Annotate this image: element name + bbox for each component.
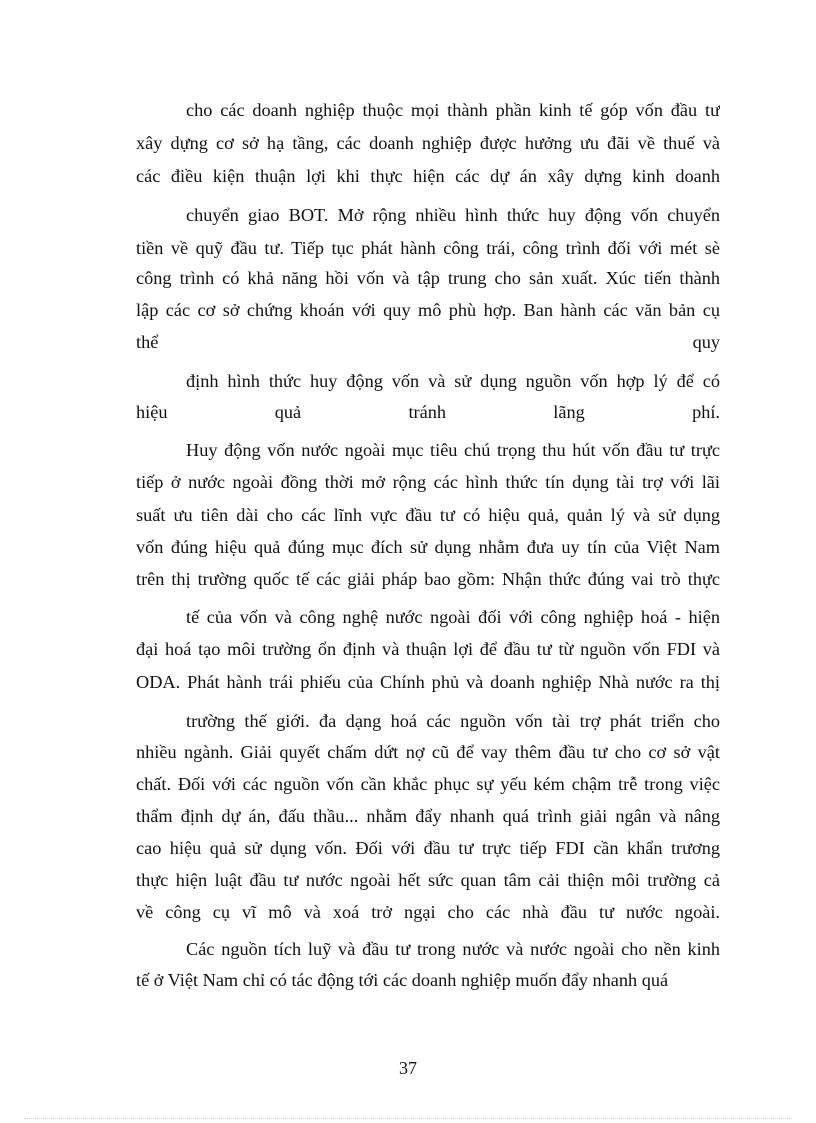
text-line: công trình có khả năng hồi vốn và tập trung cho sản xuất. Xúc tiến thành <box>136 268 720 288</box>
page-number: 37 <box>399 1058 417 1078</box>
text-line: đại hoá tạo môi trường ổn định và thuận lợi để đầu tư từ nguồn vốn FDI và <box>136 639 720 659</box>
text-line: cho các doanh nghiệp thuộc mọi thành phần kinh tế góp vốn đầu tư <box>186 100 720 120</box>
text-line: suất ưu tiên dài cho các lĩnh vực đầu tư có hiệu quả, quản lý và sử dụng <box>136 505 720 525</box>
text-line: tế ở Việt Nam chỉ có tác động tới các doanh nghiệp muốn đẩy nhanh quá <box>136 970 669 990</box>
text-line: trên thị trường quốc tế các giải pháp bao gồm: Nhận thức đúng vai trò thực <box>136 569 720 589</box>
text-line: thực hiện luật đầu tư nước ngoài hết sức quan tâm cải thiện môi trường cả <box>136 870 720 890</box>
text-line: ODA. Phát hành trái phiếu của Chính phủ và doanh nghiệp Nhà nước ra thị <box>136 672 720 692</box>
text-line: tiếp ở nước ngoài đồng thời mở rộng các hình thức tín dụng tài trợ với lãi <box>136 472 720 492</box>
text-line: chất. Đối với các nguồn vốn cần khắc phục sự yếu kém chậm trễ trong việc <box>136 774 720 794</box>
text-line: chuyển giao BOT. Mở rộng nhiều hình thức huy động vốn chuyển <box>186 205 720 225</box>
text-line: Huy động vốn nước ngoài mục tiêu chú trọng thu hút vốn đầu tư trực <box>186 440 720 460</box>
text-line: tế của vốn và công nghệ nước ngoài đối với công nghiệp hoá - hiện <box>186 607 720 627</box>
text-line: vốn đúng hiệu quả đúng mục đích sử dụng nhằm đưa uy tín của Việt Nam <box>136 537 720 557</box>
text-line: nhiều ngành. Giải quyết chấm dứt nợ cũ để vay thêm đầu tư cho cơ sở vật <box>136 742 720 762</box>
text-line: thể quy <box>136 332 720 352</box>
text-line: tiền về quỹ đầu tư. Tiếp tục phát hành công trái, công trình đối với mét sè <box>136 238 720 258</box>
text-line: cao hiệu quả sử dụng vốn. Đối với đầu tư trực tiếp FDI cần khẩn trương <box>136 838 720 858</box>
text-line: trường thế giới. đa dạng hoá các nguồn vốn tài trợ phát triển cho <box>186 711 720 731</box>
text-line: Các nguồn tích luỹ và đầu tư trong nước và nước ngoài cho nền kinh <box>186 939 720 959</box>
text-line: định hình thức huy động vốn và sử dụng nguồn vốn hợp lý để có <box>186 371 720 391</box>
text-line: về công cụ vĩ mô và xoá trở ngại cho các nhà đầu tư nước ngoài. <box>136 902 720 922</box>
text-line: thẩm định dự án, đấu thầu... nhằm đẩy nhanh quá trình giải ngân và nâng <box>136 806 720 826</box>
text-line: lập các cơ sở chứng khoán với quy mô phù hợp. Ban hành các văn bản cụ <box>136 300 720 320</box>
text-line: xây dựng cơ sở hạ tầng, các doanh nghiệp được hưởng ưu đãi về thuế và <box>136 133 720 153</box>
text-line: các điều kiện thuận lợi khi thực hiện các dự án xây dựng kinh doanh <box>136 166 720 186</box>
footer-divider <box>24 1118 792 1119</box>
text-line: hiệu quả tránh lãng phí. <box>136 402 720 422</box>
